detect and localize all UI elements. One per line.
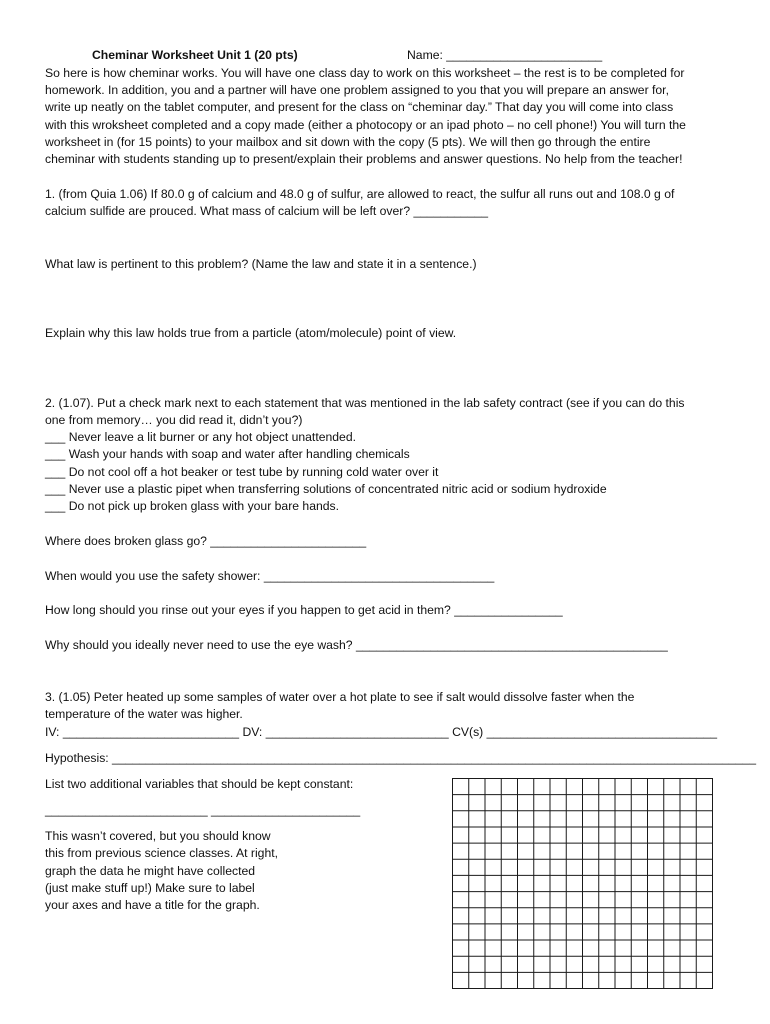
intro-line: homework. In addition, you and a partner will have one problem assigned to you that you will prepare an answer for, (45, 83, 669, 97)
graph-instructions: (just make stuff up!) Make sure to label (45, 881, 255, 895)
hypothesis-line: Hypothesis: _______________________________________________________________________________________________ (45, 751, 756, 765)
variables-line: IV: __________________________ DV: ___________________________ CV(s) __________________________________ (45, 725, 718, 739)
question-1-text: calcium sulfide are prouced. What mass of calcium will be left over? ___________ (45, 204, 489, 218)
eye-wash-question: Why should you ideally never need to use the eye wash? ______________________________________________ (45, 638, 668, 652)
constants-question: List two additional variables that should be kept constant: (45, 777, 354, 791)
intro-line: worksheet in (for 15 points) to your mailbox and sit down with the copy (5 pts). We will then go through the entire (45, 135, 651, 149)
checklist-item: ___ Do not pick up broken glass with your bare hands. (45, 499, 340, 513)
broken-glass-question: Where does broken glass go? _______________________ (45, 534, 367, 548)
rinse-eyes-question: How long should you rinse out your eyes if you happen to get acid in them? ________________ (45, 603, 563, 617)
graph-instructions: This wasn’t covered, but you should know (45, 829, 271, 843)
checklist-item: ___ Wash your hands with soap and water after handling chemicals (45, 447, 410, 461)
intro-line: cheminar with students standing up to present/explain their problems and answer questions. No help from the teacher! (45, 152, 683, 166)
question-1-text: 1. (from Quia 1.06) If 80.0 g of calcium and 48.0 g of sulfur, are allowed to react, the sulfur all runs out and 108.0 g of (45, 187, 675, 201)
graph-paper-grid (452, 778, 713, 989)
question-2-text: 2. (1.07). Put a check mark next to each statement that was mentioned in the lab safety contract (see if you can do this (45, 396, 685, 410)
question-3-text: temperature of the water was higher. (45, 707, 243, 721)
worksheet-title: Cheminar Worksheet Unit 1 (20 pts) (92, 48, 298, 62)
graph-instructions: this from previous science classes. At right, (45, 846, 279, 860)
checklist-item: ___ Never leave a lit burner or any hot object unattended. (45, 430, 356, 444)
constants-blanks: ________________________ ______________________ (45, 803, 361, 817)
checklist-item: ___ Never use a plastic pipet when transferring solutions of concentrated nitric acid or sodium hydroxide (45, 482, 607, 496)
safety-shower-question: When would you use the safety shower: __________________________________ (45, 569, 495, 583)
intro-line: So here is how cheminar works. You will have one class day to work on this worksheet – the rest is to be completed for (45, 66, 685, 80)
intro-line: write up neatly on the tablet computer, and present for the class on “cheminar day.” That day you will come into class (45, 100, 674, 114)
question-3-text: 3. (1.05) Peter heated up some samples of water over a hot plate to see if salt would dissolve faster when the (45, 690, 635, 704)
graph-instructions: your axes and have a title for the graph. (45, 898, 260, 912)
checklist-item: ___ Do not cool off a hot beaker or test tube by running cold water over it (45, 465, 439, 479)
question-1-explain: Explain why this law holds true from a particle (atom/molecule) point of view. (45, 326, 457, 340)
name-field: Name: _______________________ (407, 48, 603, 62)
graph-instructions: graph the data he might have collected (45, 864, 256, 878)
question-2-text: one from memory… you did read it, didn’t you?) (45, 413, 303, 427)
question-1-law: What law is pertinent to this problem? (Name the law and state it in a sentence.) (45, 257, 477, 271)
intro-line: with this wroksheet completed and a copy made (either a photocopy or an ipad photo – no cell phone!) You will turn the (45, 118, 686, 132)
